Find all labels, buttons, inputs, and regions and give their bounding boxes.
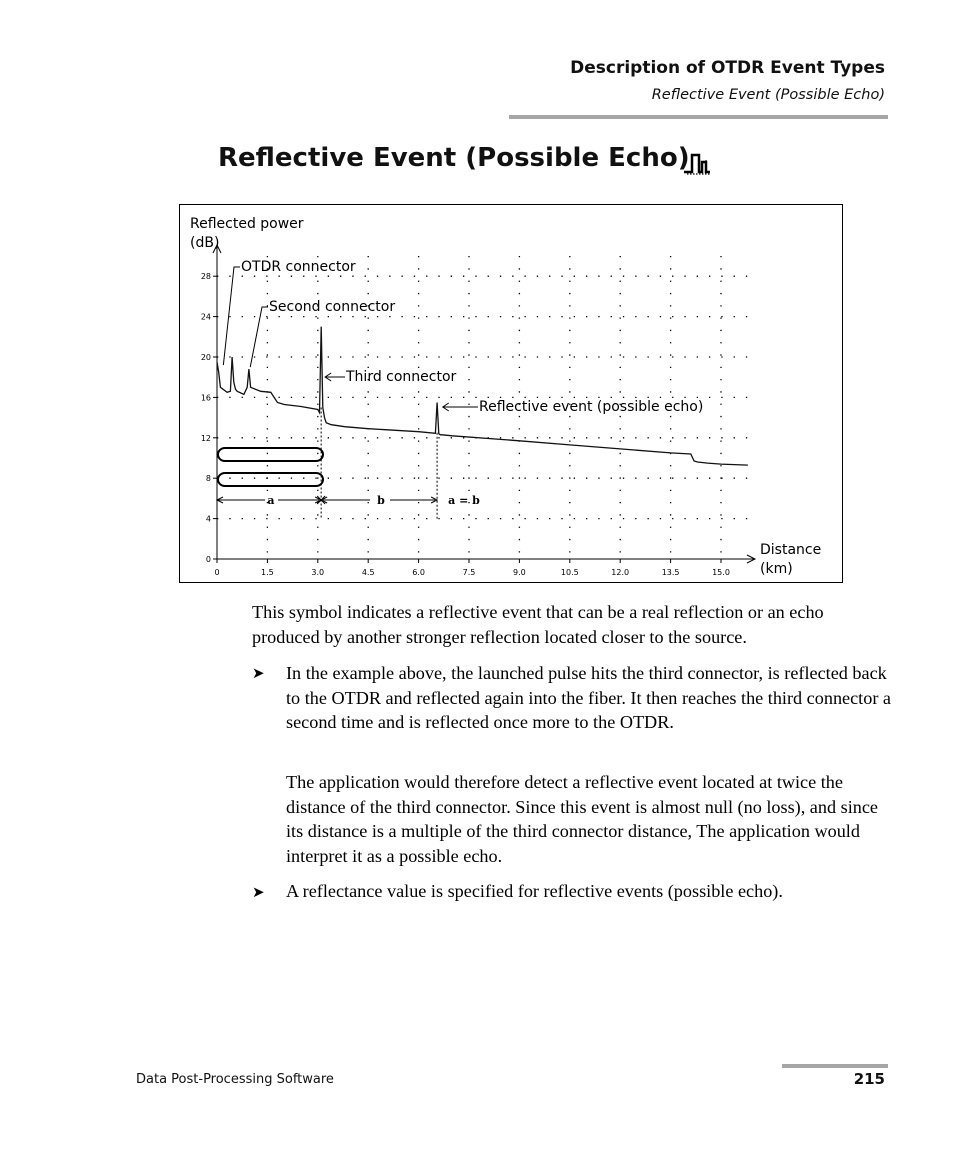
x-tick-label: 4.5 — [361, 568, 375, 577]
y-axis-label: Reflected power — [190, 216, 304, 232]
distance-label: a — [267, 494, 275, 507]
y-tick-label: 8 — [205, 474, 211, 484]
footer-page-number: 215 — [853, 1070, 885, 1088]
x-tick-label: 3.0 — [311, 568, 325, 577]
x-axis-label: Distance — [760, 542, 822, 558]
header-subsection: Reflective Event (Possible Echo) — [651, 87, 885, 103]
x-tick-label: 0 — [214, 568, 220, 577]
intro-paragraph: This symbol indicates a reflective event that can be a real reflection or an echo produced by another stronger reflection located closer to the source. — [252, 602, 824, 647]
y-tick-label: 28 — [200, 272, 211, 282]
reflective-event-echo-icon — [683, 152, 713, 176]
annotation-third-connector: Third connector — [346, 369, 457, 385]
chart-trace — [217, 327, 748, 465]
y-axis-label: (dB) — [190, 235, 220, 251]
y-tick-label: 20 — [200, 353, 211, 362]
y-tick-label: 16 — [200, 393, 211, 403]
x-tick-label: 10.5 — [560, 568, 579, 577]
y-tick-label: 24 — [200, 312, 211, 322]
x-tick-label: 13.5 — [661, 568, 680, 577]
x-tick-label: 7.5 — [462, 568, 476, 577]
otdr-chart — [180, 205, 842, 582]
chart-annotations — [217, 259, 703, 519]
distance-label: b — [377, 494, 385, 507]
bullet-arrow-icon: ➤ — [252, 666, 265, 682]
bullet-item-2: A reflectance value is specified for reflective events (possible echo). — [286, 881, 783, 901]
y-tick-label: 0 — [205, 555, 211, 564]
y-tick-label: 4 — [205, 514, 211, 524]
bullet-arrow-icon: ➤ — [252, 885, 265, 901]
x-tick-label: 9.0 — [513, 568, 526, 577]
y-tick-label: 12 — [200, 433, 211, 443]
marker-box — [218, 448, 323, 461]
callout-line — [250, 307, 268, 367]
bullet-item-1-continuation: The application would therefore detect a reflective event located at twice the distance of the third connector. Since this event is almost null (no loss), and since its distance is a multiple of the third connector distance, The application would interpret it as a possible echo. — [286, 772, 878, 866]
annotation-otdr-connector: OTDR connector — [241, 259, 356, 275]
header-section-title: Description of OTDR Event Types — [570, 58, 885, 78]
annotation-second-connector: Second connector — [269, 299, 396, 315]
otdr-trace-line — [217, 327, 748, 465]
page-title: Reflective Event (Possible Echo) — [218, 143, 690, 173]
annotation-reflective-event: Reflective event (possible echo) — [479, 399, 704, 415]
x-axis-label: (km) — [760, 561, 793, 577]
marker-box — [218, 473, 323, 486]
x-tick-label: 6.0 — [412, 568, 425, 577]
header-rule — [509, 115, 888, 119]
callout-line — [223, 267, 240, 365]
otdr-chart-figure — [179, 204, 843, 583]
footer-document-title: Data Post-Processing Software — [136, 1072, 334, 1087]
x-tick-label: 15.0 — [712, 568, 730, 577]
x-tick-label: 1.5 — [261, 568, 274, 577]
distance-label: a = b — [448, 494, 480, 507]
bullet-item-1: In the example above, the launched pulse hits the third connector, is reflected back to the OTDR and reflected again into the fiber. It then reaches the third connector a second time and is reflected once more to the OTDR. — [286, 663, 892, 733]
footer-rule — [782, 1064, 888, 1068]
x-tick-label: 12.0 — [611, 568, 630, 577]
